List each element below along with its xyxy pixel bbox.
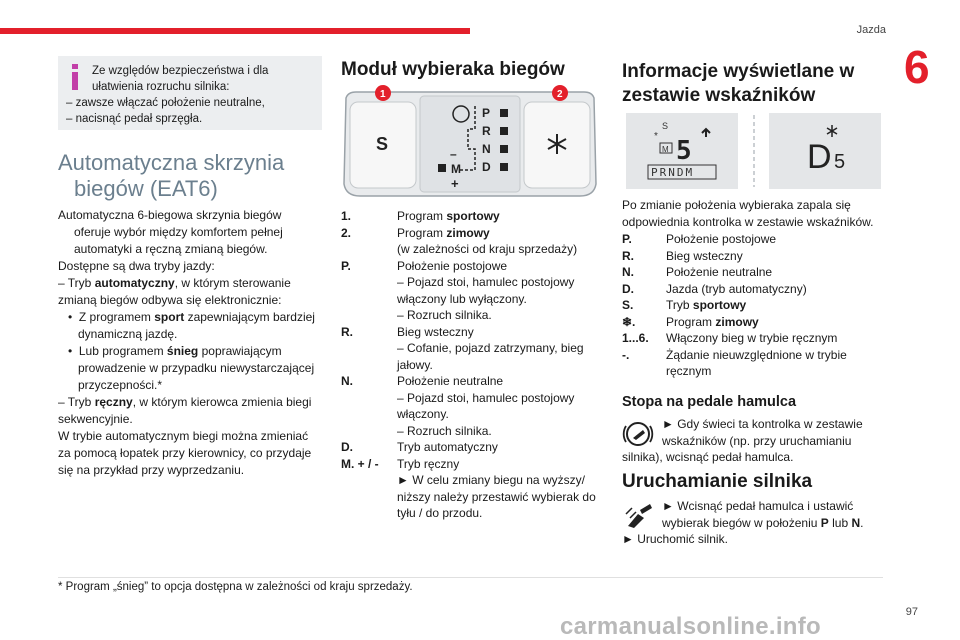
definition-value xyxy=(666,281,884,298)
text-line: dynamiczną jazdę. xyxy=(78,327,178,341)
definition-row xyxy=(341,208,603,225)
definition-line: Program zimowy xyxy=(397,225,490,240)
definition-key: D. xyxy=(622,281,634,296)
definition-key: D. xyxy=(341,440,353,454)
definition-key: 1. xyxy=(341,209,352,223)
text-line: odpowiednia kontrolka w zestawie wskaźników. xyxy=(622,214,874,229)
info-line: – nacisnąć pedał sprzęgła. xyxy=(66,113,203,125)
instrument-cluster-display xyxy=(626,113,881,189)
definition-line: Bieg wsteczny xyxy=(397,324,474,339)
gear-label-plus: + xyxy=(451,176,459,191)
section-title-line: Informacje wyświetlane w xyxy=(622,61,855,82)
start-instructions xyxy=(622,498,884,548)
gear-label-p: P xyxy=(482,106,491,120)
definition-line: Tryb ręczny xyxy=(397,456,460,471)
definition-value xyxy=(666,231,884,248)
definition-key: ❄. xyxy=(622,314,636,329)
definition-row xyxy=(622,330,884,347)
chapter-number: 6 xyxy=(904,41,930,93)
text-line: wybierak biegów w położeniu P lub N. xyxy=(662,515,864,530)
definition-row xyxy=(622,264,884,281)
definition-line: – Pojazd stoi, hamulec postojowy xyxy=(397,275,575,289)
definition-key: P. xyxy=(622,232,632,246)
info-line: – zawsze włączać położenie neutralne, xyxy=(66,97,265,109)
definition-line: jałowy. xyxy=(397,357,433,372)
definition-key: 1...6. xyxy=(622,331,649,345)
definition-line: Położenie neutralne xyxy=(397,374,504,388)
watermark: carmanualsonline.info xyxy=(560,613,822,640)
definition-row xyxy=(622,248,884,265)
definition-line: tyłu / do przodu. xyxy=(397,506,483,520)
text-line: zmianą biegów odbywa się elektronicznie: xyxy=(58,293,282,307)
display-m-box: M xyxy=(662,145,669,154)
definition-line: Program sportowy xyxy=(397,209,500,223)
text-line: ► Wcisnąć pedał hamulca i ustawić xyxy=(662,499,854,513)
text-line: przyczepności.* xyxy=(78,378,163,392)
definition-value xyxy=(397,439,603,456)
section-title-brake: Stopa na pedale hamulca xyxy=(622,394,797,410)
section-title-start: Uruchamianie silnika xyxy=(622,471,813,492)
definition-row xyxy=(622,347,884,380)
definition-key: 2. xyxy=(341,225,352,240)
definition-row xyxy=(622,281,884,298)
definition-key: R. xyxy=(622,248,634,263)
definition-key: R. xyxy=(341,324,353,339)
display-right-num: 5 xyxy=(834,151,846,173)
definition-line: – Rozruch silnika. xyxy=(397,308,492,322)
text-line: Automatyczna 6-biegowa skrzynia biegów xyxy=(58,208,282,222)
mode-auto-line: – Tryb automatyczny, w którym sterowanie xyxy=(58,276,291,290)
definition-value xyxy=(397,456,603,522)
definition-line: włączony lub wyłączony. xyxy=(397,291,527,306)
definition-value xyxy=(666,330,884,347)
display-intro xyxy=(622,197,873,230)
section-title-eat6 xyxy=(58,150,328,202)
definition-line: Żądanie nieuwzględnione w trybie xyxy=(666,347,847,362)
text-line: Po zmianie położenia wybieraka zapala się xyxy=(622,198,851,212)
display-definition-list xyxy=(622,231,884,380)
text-line: oferuje wybór między komfortem pełnej xyxy=(74,225,283,239)
display-gear-strip: PRNDM xyxy=(651,166,695,179)
definition-line: ► W celu zmiany biegu na wyższy/ xyxy=(397,473,585,487)
definition-row xyxy=(622,297,884,314)
display-right-d: D xyxy=(807,138,832,176)
text-line: wskaźników (np. przy uruchamianiu xyxy=(662,433,852,448)
definition-value xyxy=(397,324,603,374)
definition-line: Jazda (tryb automatyczny) xyxy=(666,281,807,296)
info-icon xyxy=(68,64,82,90)
definition-value xyxy=(397,208,603,225)
definition-line: Położenie postojowe xyxy=(666,232,777,246)
definition-line: – Pojazd stoi, hamulec postojowy xyxy=(397,390,575,405)
footnote-divider xyxy=(58,577,883,578)
header-accent-bar xyxy=(0,28,470,34)
eat6-description xyxy=(58,207,322,479)
section-title-line: zestawie wskaźników xyxy=(622,85,816,106)
definition-value xyxy=(666,248,884,265)
definition-value xyxy=(666,297,884,314)
header-title: Jazda xyxy=(856,24,886,36)
definition-line: Program zimowy xyxy=(666,314,759,329)
mode-manual-line: – Tryb ręczny, w którym kierowca zmienia biegi xyxy=(58,395,312,409)
definition-key: P. xyxy=(341,258,351,273)
definition-key: S. xyxy=(622,298,634,312)
section-title-line: Automatyczna skrzynia xyxy=(58,150,285,175)
gear-label-n: N xyxy=(482,142,491,156)
gear-label-minus: – xyxy=(450,147,457,161)
definition-key: N. xyxy=(341,374,353,388)
section-title-display xyxy=(622,60,854,108)
footnote: * Program „śnieg” to opcja dostępna w zależności od kraju sprzedaży. xyxy=(58,581,413,593)
definition-line: włączony. xyxy=(397,407,449,421)
bullet-sport: • Z programem sport zapewniającym bardziej xyxy=(68,310,315,324)
definition-value xyxy=(666,347,884,380)
text-line: się na przykład przy wyprzedzaniu. xyxy=(58,463,245,477)
safety-info-box xyxy=(58,56,322,130)
definition-key: N. xyxy=(622,265,634,279)
selector-definition-list xyxy=(341,208,603,522)
definition-value xyxy=(397,258,603,324)
definition-line: (w zależności od kraju sprzedaży) xyxy=(397,242,578,256)
text-line: Dostępne są dwa tryby jazdy: xyxy=(58,259,215,273)
gear-selector-illustration xyxy=(340,84,600,204)
definition-value xyxy=(666,264,884,281)
definition-key: -. xyxy=(622,347,630,362)
definition-row xyxy=(341,225,603,258)
definition-key: M. + / - xyxy=(341,456,379,471)
info-line: ułatwienia rozruchu silnika: xyxy=(92,81,230,93)
text-line: W trybie automatycznym biegi można zmieniać xyxy=(58,429,309,443)
text-line: ► Gdy świeci ta kontrolka w zestawie xyxy=(662,417,863,431)
section-title-selector: Moduł wybieraka biegów xyxy=(341,59,565,80)
display-sport-letter: S xyxy=(662,121,669,131)
definition-row xyxy=(341,456,603,522)
text-line: ► Uruchomić silnik. xyxy=(622,532,728,546)
definition-row xyxy=(622,314,884,331)
brake-instructions xyxy=(622,416,884,466)
definition-line: ręcznym xyxy=(666,364,712,378)
text-line: za pomocą łopatek przy kierownicy, co przydaje xyxy=(58,446,312,460)
definition-line: Bieg wsteczny xyxy=(666,248,743,263)
definition-line: niższy należy przestawić wybierak do xyxy=(397,489,596,504)
section-title-line: biegów (EAT6) xyxy=(74,176,218,201)
definition-line: Położenie postojowe xyxy=(397,258,508,273)
definition-line: Położenie neutralne xyxy=(666,265,773,279)
svg-text:*: * xyxy=(654,131,658,142)
text-line: automatyki a ręczną zmianą biegów. xyxy=(74,242,268,256)
definition-row xyxy=(341,439,603,456)
definition-row xyxy=(622,231,884,248)
info-line: Ze względów bezpieczeństwa i dla xyxy=(92,65,269,77)
definition-row xyxy=(341,373,603,439)
display-big-gear: 5 xyxy=(676,136,692,166)
definition-line: Tryb sportowy xyxy=(666,298,747,312)
text-line: sekwencyjnie. xyxy=(58,412,133,426)
text-line: silnika), wcisnąć pedał hamulca. xyxy=(622,450,794,464)
definition-line: – Cofanie, pojazd zatrzymany, bieg xyxy=(397,341,584,355)
definition-row xyxy=(341,258,603,324)
gear-label-d: D xyxy=(482,160,491,174)
definition-row xyxy=(341,324,603,374)
text-line: prowadzenie w przypadku niewystarczającej xyxy=(78,361,315,375)
callout-badge-2: 2 xyxy=(557,89,563,100)
definition-value xyxy=(397,373,603,439)
definition-value xyxy=(666,314,884,331)
definition-line: Tryb automatyczny xyxy=(397,440,498,454)
sport-button-label: S xyxy=(376,134,389,154)
bullet-snow: • Lub programem śnieg poprawiającym xyxy=(68,344,282,358)
page-number: 97 xyxy=(905,606,918,618)
gear-label-r: R xyxy=(482,124,491,138)
definition-line: – Rozruch silnika. xyxy=(397,423,492,438)
gear-label-m: M xyxy=(451,162,461,176)
definition-value xyxy=(397,225,603,258)
definition-line: Włączony bieg w trybie ręcznym xyxy=(666,331,838,345)
callout-badge-1: 1 xyxy=(380,89,386,100)
